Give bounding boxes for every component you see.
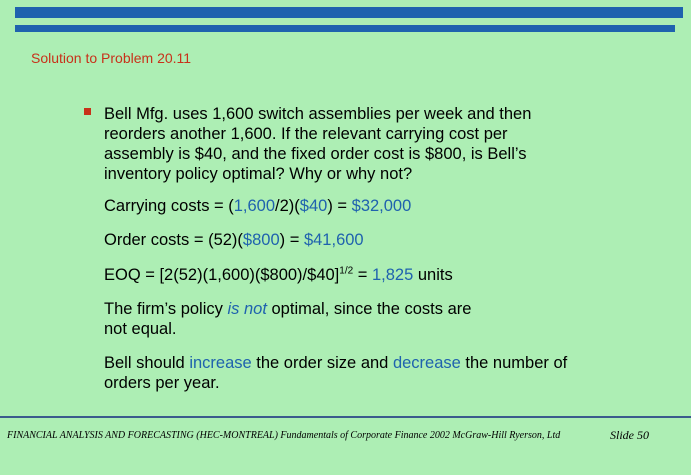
eoq-exponent: 1/2 [339, 265, 354, 277]
question-line: Bell Mfg. uses 1,600 switch assemblies per week and then [104, 105, 532, 123]
eoq-eq: = [353, 266, 372, 284]
order-result: $41,600 [303, 231, 364, 249]
carrying-costs-line [104, 196, 411, 216]
conclusion-line-1 [104, 353, 567, 373]
order-cost: $800 [242, 231, 280, 249]
question-line: inventory policy optimal? Why or why not? [104, 165, 413, 183]
slide-number: Slide 50 [610, 428, 649, 442]
conclusion-increase: increase [189, 354, 252, 372]
policy-line-2: not equal. [104, 320, 177, 338]
conclusion-mid: the order size and [251, 354, 393, 372]
order-prefix: Order costs = (52)( [104, 231, 243, 249]
top-band-thin [15, 25, 675, 32]
footer-divider [0, 416, 691, 418]
carrying-quantity: 1,600 [233, 197, 276, 215]
policy-pre: The firm’s policy [104, 300, 228, 318]
carrying-cost: $40 [299, 197, 328, 215]
top-band [15, 7, 683, 18]
order-costs-line [104, 230, 364, 250]
conclusion-post: the number of [460, 354, 568, 372]
order-eq: ) = [279, 231, 304, 249]
slide-subtitle: Solution to Problem 20.11 [31, 50, 192, 66]
conclusion-decrease: decrease [392, 354, 461, 372]
eoq-line [104, 265, 453, 285]
conclusion-pre: Bell should [104, 354, 190, 372]
question-line: assembly is $40, and the fixed order cost is $800, is Bell’s [104, 145, 527, 163]
footer-credit: FINANCIAL ANALYSIS AND FORECASTING (HEC-MONTREAL) Fundamentals of Corporate Finance 2002 McGraw-Hill Ryerson, Ltd [7, 430, 561, 441]
policy-post: optimal, since the costs are [266, 300, 472, 318]
carrying-mid: /2)( [275, 197, 300, 215]
conclusion-paragraph [104, 353, 567, 393]
carrying-eq: ) = [327, 197, 352, 215]
bullet-square-icon [84, 108, 91, 115]
carrying-result: $32,000 [351, 197, 412, 215]
policy-paragraph [104, 299, 471, 339]
conclusion-line-2: orders per year. [104, 374, 220, 392]
question-paragraph [104, 104, 531, 184]
eoq-formula: EOQ = [2(52)(1,600)($800)/$40] [104, 266, 340, 284]
carrying-prefix: Carrying costs = ( [104, 197, 234, 215]
eoq-result: 1,825 [371, 266, 414, 284]
policy-line-1 [104, 299, 471, 319]
policy-emphasis: is not [227, 300, 267, 318]
eoq-unit: units [413, 266, 453, 284]
question-line: reorders another 1,600. If the relevant carrying cost per [104, 125, 508, 143]
